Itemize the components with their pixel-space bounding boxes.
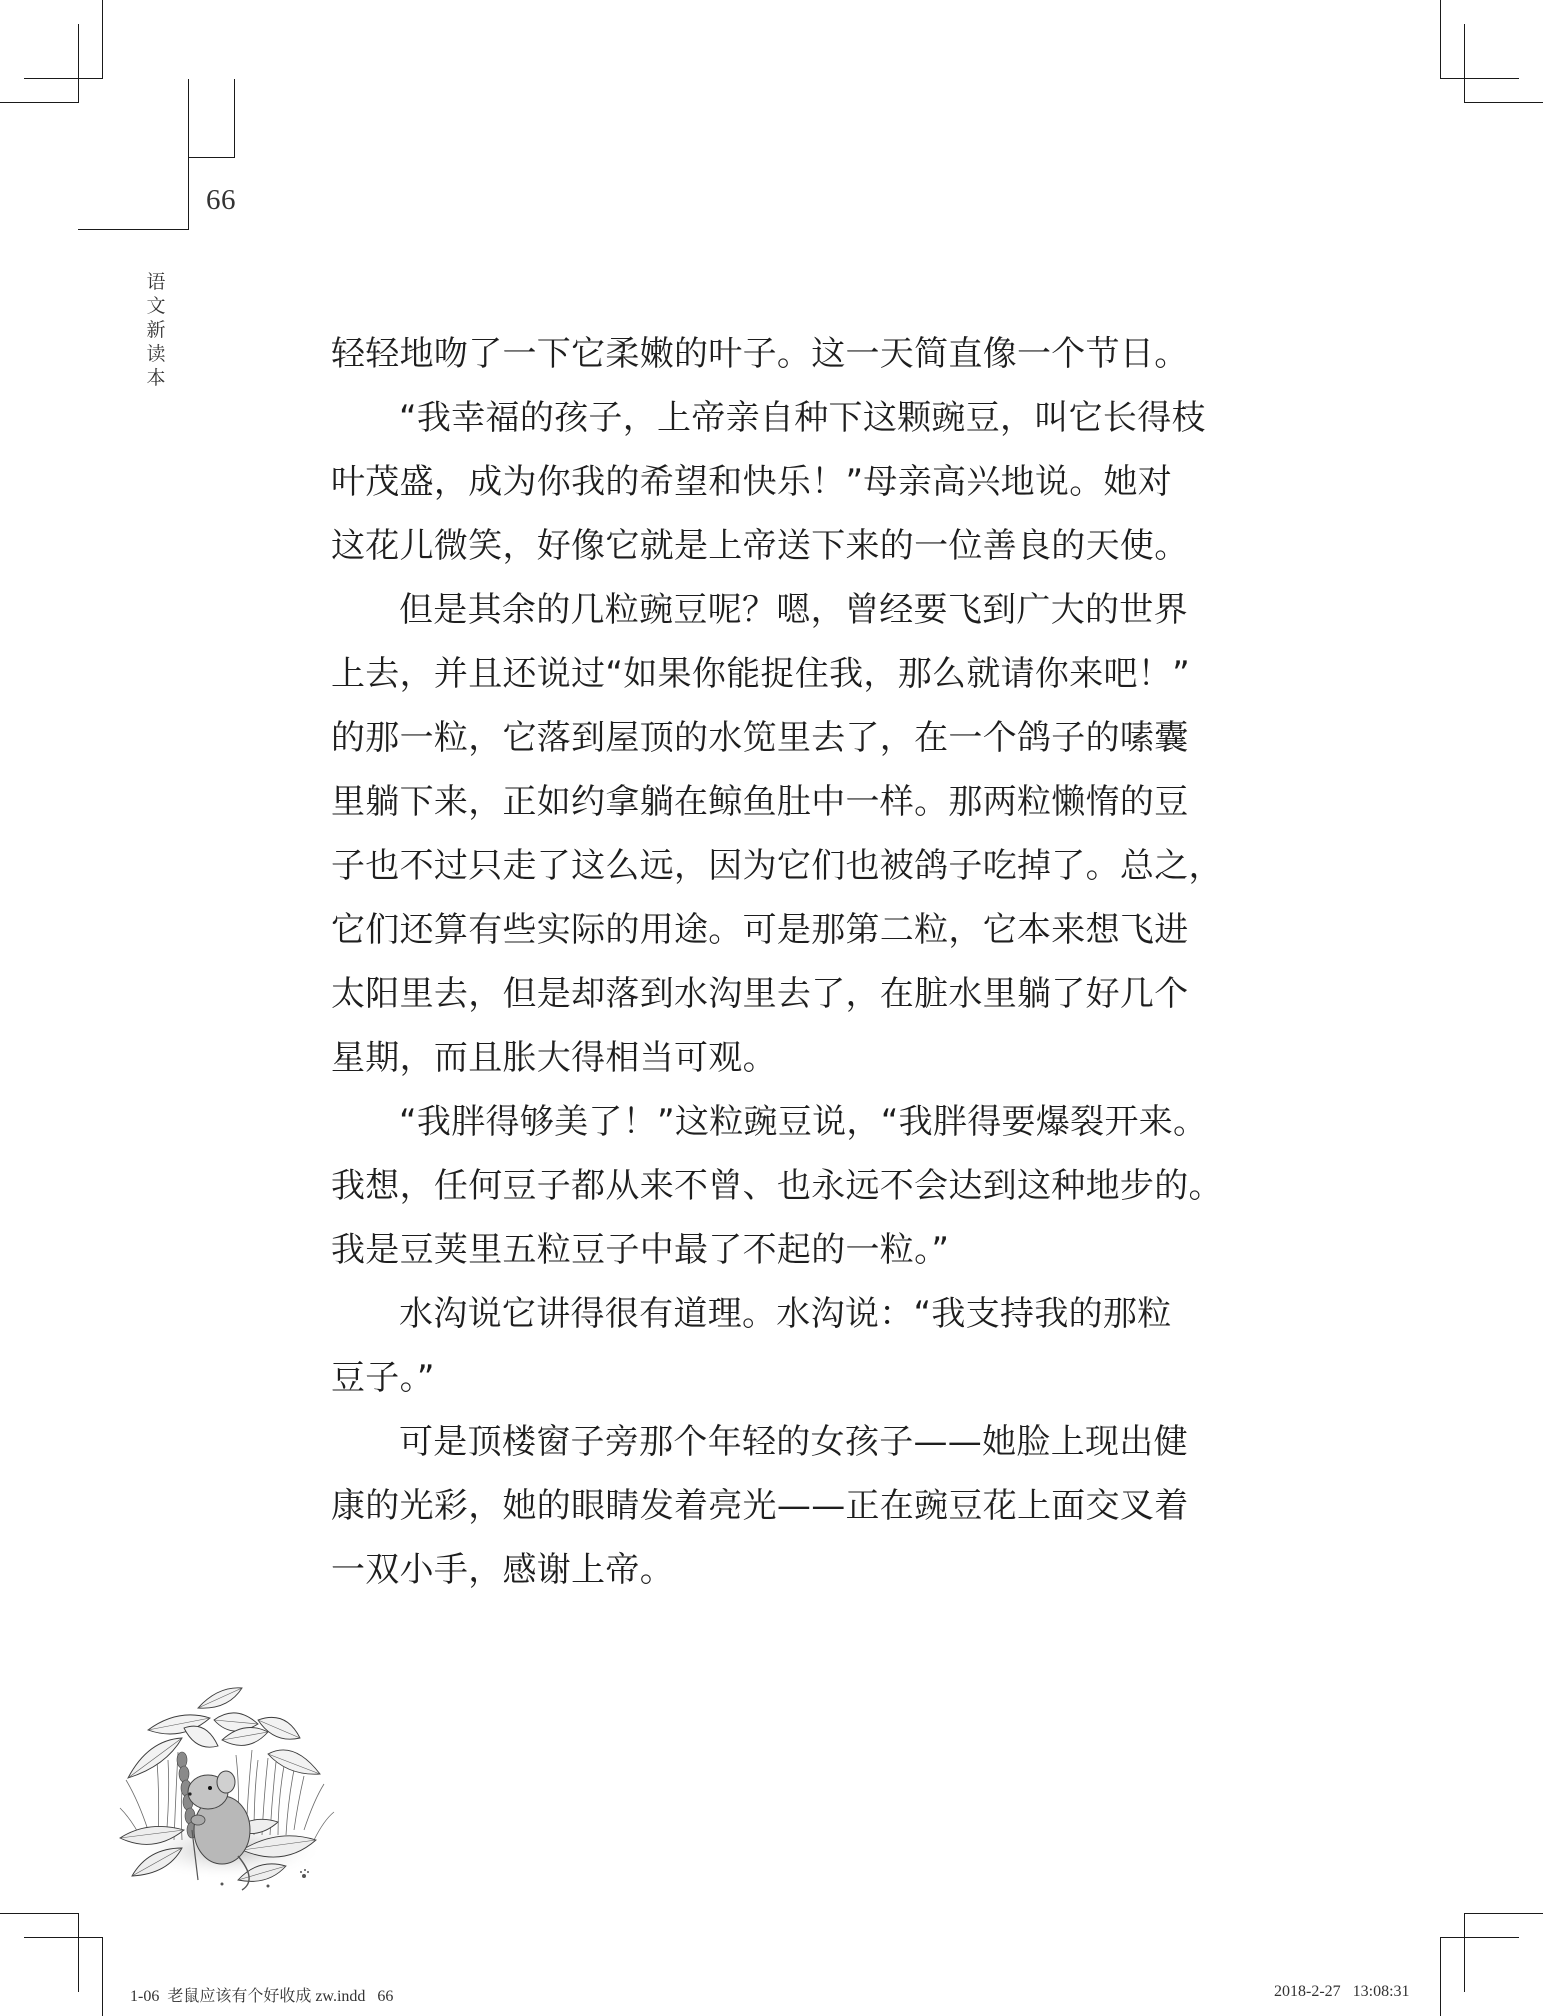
text-line: 这花儿微笑，好像它就是上帝送下来的一位善良的天使。	[331, 526, 1189, 566]
text-line: 一双小手，感谢上帝。	[331, 1550, 674, 1590]
text-line: 康的光彩，她的眼睛发着亮光——正在豌豆花上面交叉着	[331, 1486, 1189, 1526]
running-head-book-title: 语文新读本	[146, 271, 166, 389]
text-line: 里躺下来，正如约拿躺在鲸鱼肚中一样。那两粒懒惰的豆	[331, 782, 1189, 822]
footer-file-label: 1-06 老鼠应该有个好收成 zw.indd 66	[130, 1988, 394, 2005]
text-line: 太阳里去，但是却落到水沟里去了，在脏水里躺了好几个	[331, 974, 1189, 1014]
text-line: 我是豆荚里五粒豆子中最了不起的一粒。”	[331, 1230, 950, 1270]
text-line: “我胖得够美了！”这粒豌豆说，“我胖得要爆裂开来。	[399, 1102, 1208, 1142]
text-line: 上去，并且还说过“如果你能捉住我，那么就请你来吧！”	[331, 654, 1191, 694]
mouse-illustration	[118, 1680, 338, 1892]
body-text	[331, 322, 1223, 1602]
text-line: 它们还算有些实际的用途。可是那第二粒，它本来想飞进	[331, 910, 1189, 950]
text-line: 叶茂盛，成为你我的希望和快乐！”母亲高兴地说。她对	[331, 462, 1173, 502]
page-number: 66	[206, 184, 236, 216]
text-line: 可是顶楼窗子旁那个年轻的女孩子——她脸上现出健	[399, 1422, 1188, 1462]
text-line: 轻轻地吻了一下它柔嫩的叶子。这一天简直像一个节日。	[331, 334, 1189, 374]
text-line: 的那一粒，它落到屋顶的水笕里去了，在一个鸽子的嗉囊	[331, 718, 1189, 758]
text-line: 我想，任何豆子都从来不曾、也永远不会达到这种地步的。	[331, 1166, 1223, 1206]
text-line: 子也不过只走了这么远，因为它们也被鸽子吃掉了。总之，	[331, 846, 1223, 886]
footer-timestamp: 2018-2-27 13:08:31	[1274, 1983, 1410, 2000]
text-line: 水沟说它讲得很有道理。水沟说：“我支持我的那粒	[399, 1294, 1172, 1334]
text-line: 星期，而且胀大得相当可观。	[331, 1038, 777, 1078]
text-line: 豆子。”	[331, 1358, 435, 1398]
text-line: “我幸福的孩子，上帝亲自种下这颗豌豆，叫它长得枝	[399, 398, 1206, 438]
text-line: 但是其余的几粒豌豆呢？嗯，曾经要飞到广大的世界	[399, 590, 1188, 630]
